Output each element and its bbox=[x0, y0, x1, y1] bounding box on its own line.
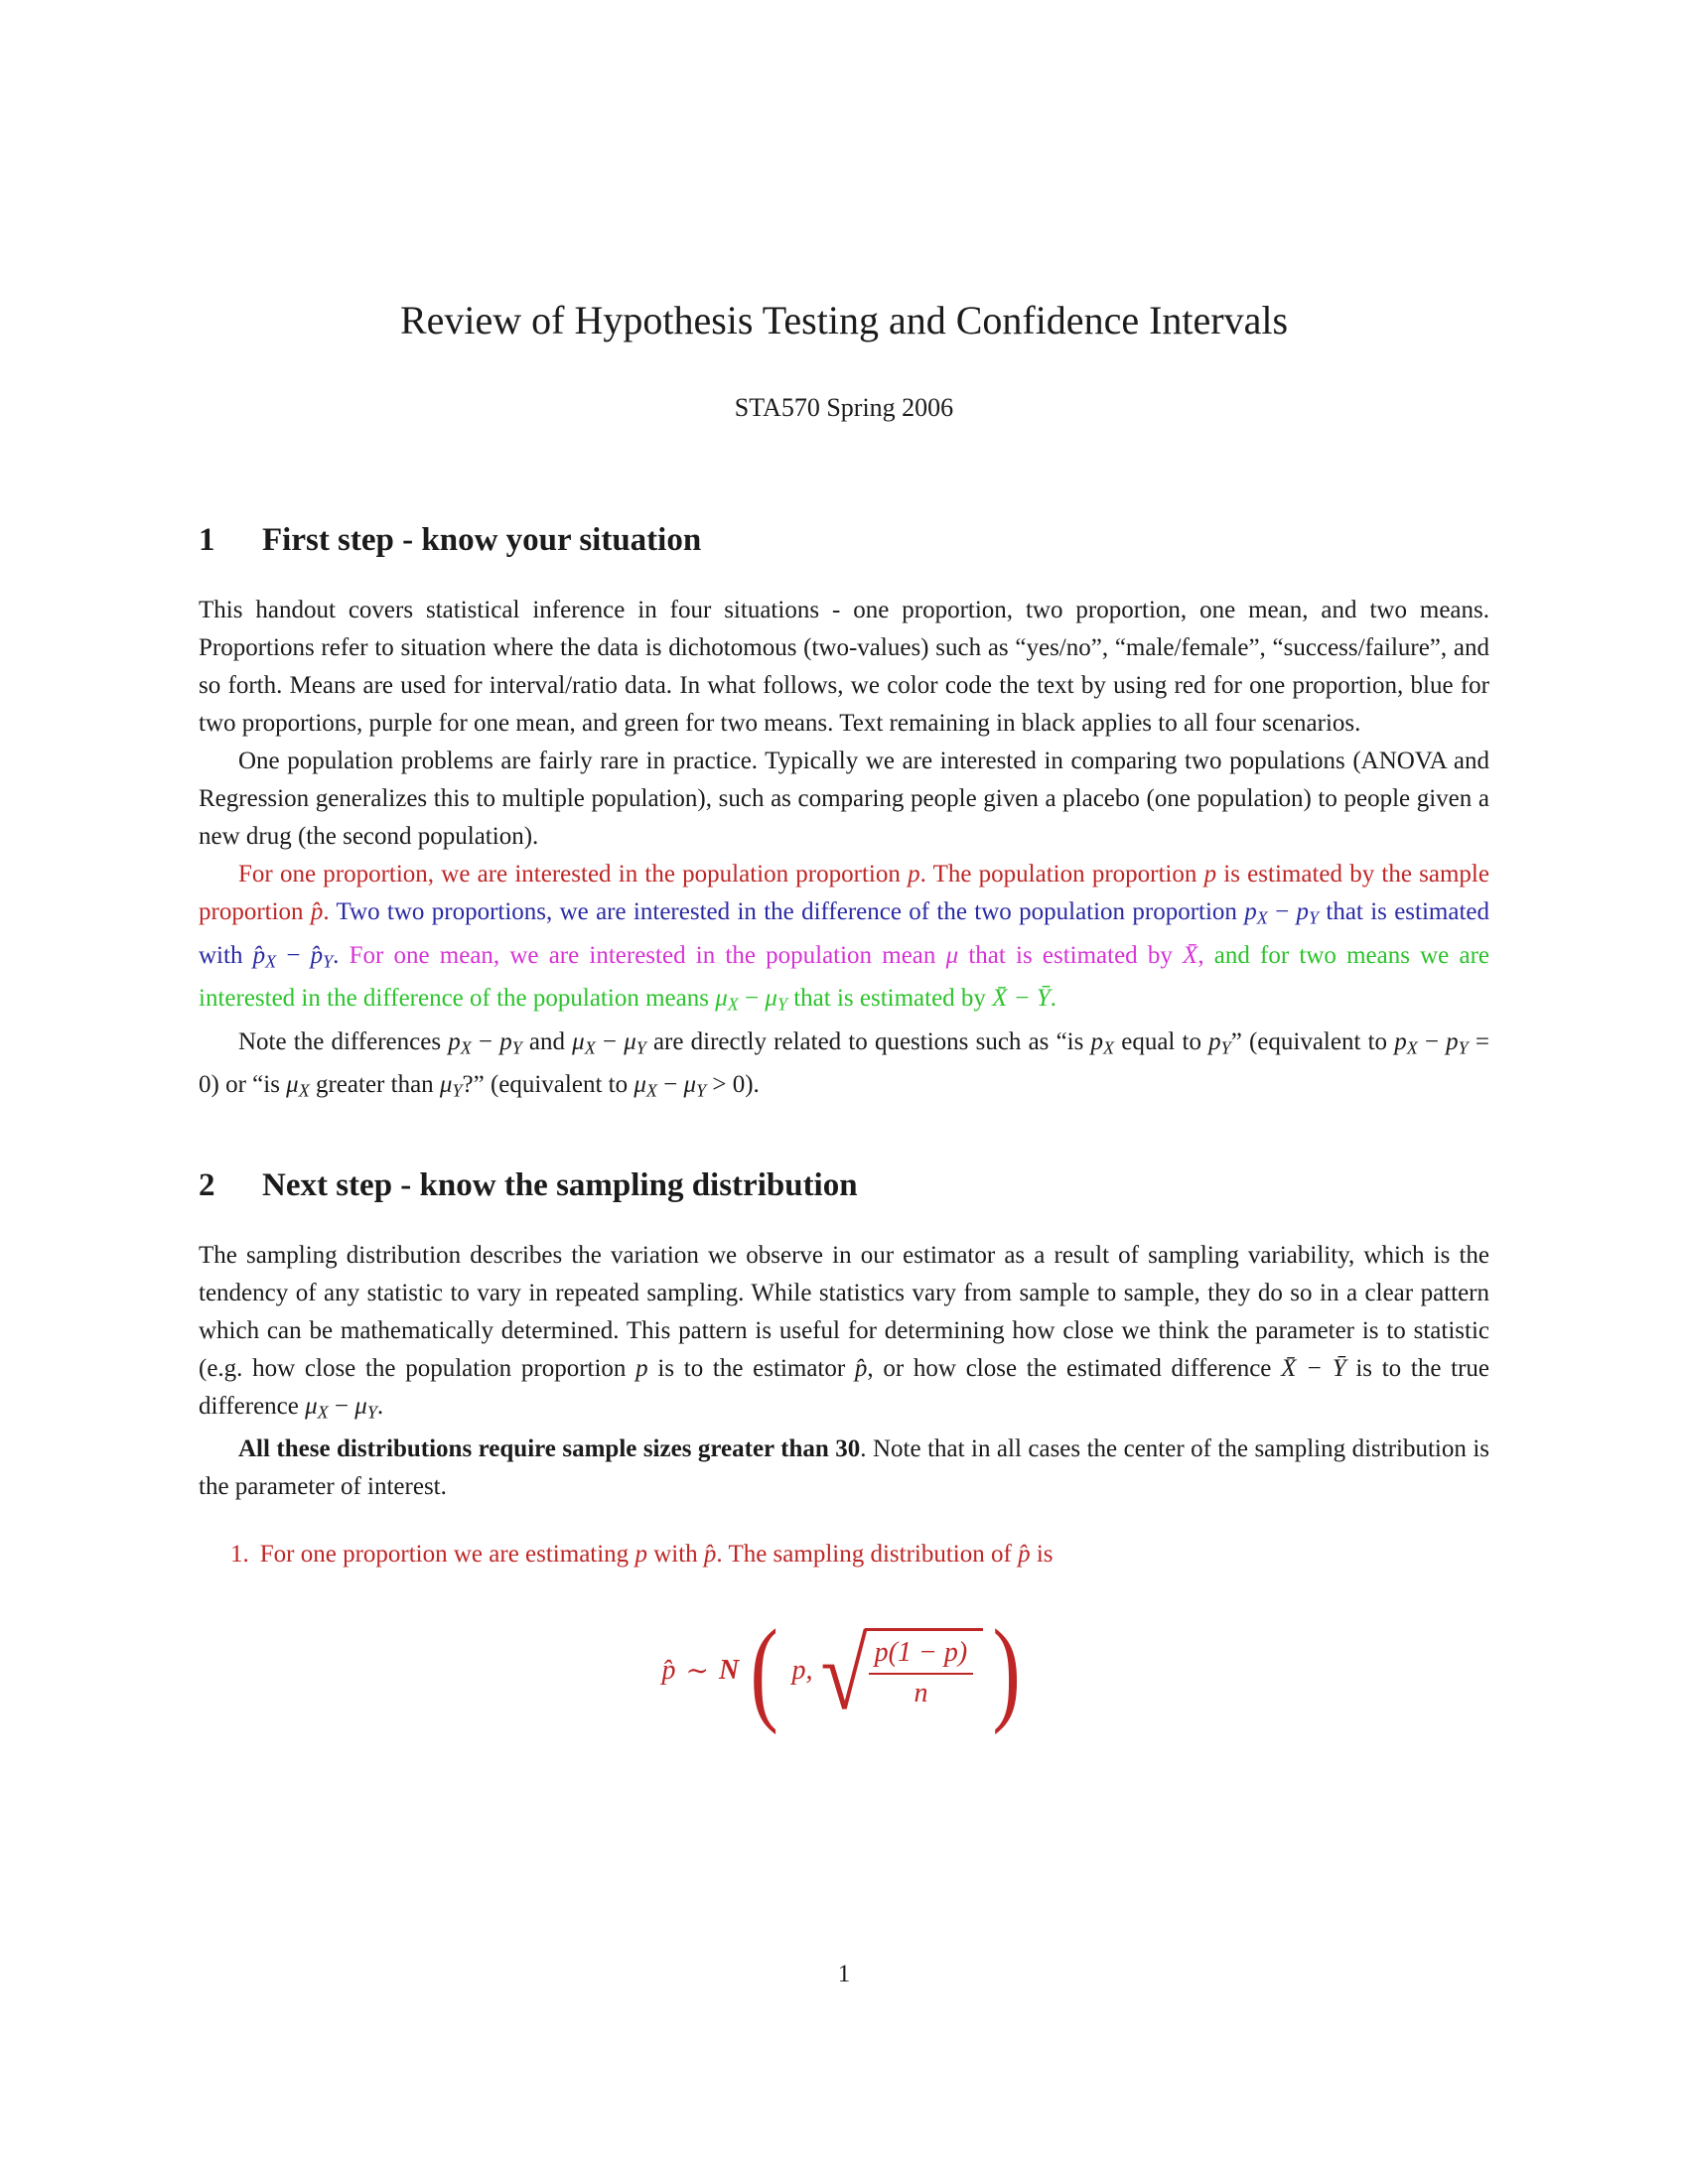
section-1-number: 1 bbox=[199, 522, 215, 558]
page-title: Review of Hypothesis Testing and Confidence Intervals bbox=[399, 298, 1289, 342]
formula-square-root bbox=[820, 1617, 983, 1731]
paragraph-color-coded: For one proportion, we are interested in the population proportion p. The population proportion p is estimated by the sample proportion p̂. Two two proportions, we are interested in the difference of the two population proportion pX − pY that is estimated with p̂X − p̂Y. For one mean, we are interested in the population mean μ that is estimated by X̄, and for two means we are interested in the difference of the population means μX − μY that is estimated by X̄ − Ȳ. bbox=[199, 861, 1489, 1015]
radicand bbox=[865, 1628, 984, 1709]
formula-phat: p̂ bbox=[661, 1655, 676, 1686]
fraction-denominator: n bbox=[914, 1678, 928, 1708]
fraction-numerator: p(1 − p) bbox=[869, 1637, 974, 1675]
formula-distributed-as-symbol: ∼ bbox=[685, 1656, 709, 1687]
paragraph-one-population: One population problems are fairly rare in practice. Typically we are interested in comparing two populations (ANOVA and Regression generalizes this to multiple population), such as comparing people given a placebo (one population) to people given a new drug (the second population). bbox=[199, 748, 1489, 850]
radical-sign: √ bbox=[820, 1617, 868, 1731]
formula-normal-symbol: N bbox=[718, 1655, 740, 1686]
list-item-one-proportion bbox=[230, 1536, 1489, 1573]
page-subtitle: STA570 Spring 2006 bbox=[734, 393, 954, 422]
page-number: 1 bbox=[837, 1961, 851, 1987]
section-2-heading bbox=[199, 1165, 1489, 1205]
paragraph-note-differences: Note the differences pX − pY and μX − μY are directly related to questions such as “is pX equal to pY” (equivalent to pX − pY = 0) or “is μX greater than μY?” (equivalent to μX − μY > 0). bbox=[199, 1027, 1489, 1101]
section-1-title: First step - know your situation bbox=[262, 522, 702, 558]
section-2-number: 2 bbox=[199, 1166, 215, 1203]
formula-mean-argument: p, bbox=[791, 1655, 813, 1686]
paragraph-sampling-distribution: The sampling distribution describes the variation we observe in our estimator as a result of sampling variability, which is the tendency of any statistic to vary in repeated sampling. While statistics vary from sample to sample, they do so in a clear pattern which can be mathematically determined. This pattern is useful for determining how close we think the parameter is to statistic (e.g. how close the population proportion p is to the estimator p̂, or how close the estimated difference X̄ − Ȳ is to the true difference μX − μY. bbox=[199, 1241, 1489, 1422]
section-2-title: Next step - know the sampling distribution bbox=[262, 1166, 858, 1203]
paragraph-intro: This handout covers statistical inference in four situations - one proportion, two proportion, one mean, and two means. Proportions refer to situation where the data is dichotomous (two-values) such as “yes/no”, “male/female”, “success/failure”, and so forth. Means are used for interval/ratio data. In what follows, we color code the text by using red for one proportion, blue for two proportions, purple for one mean, and green for two means. Text remaining in black applies to all four scenarios. bbox=[199, 597, 1489, 737]
list-item-text: For one proportion we are estimating p with p̂. The sampling distribution of p̂ is bbox=[259, 1541, 1054, 1568]
paragraph-sample-size-note: All these distributions require sample sizes greater than 30. Note that in all cases the center of the sampling distribution is the parameter of interest. bbox=[199, 1435, 1490, 1500]
section-1-heading bbox=[199, 520, 1489, 560]
document-content bbox=[199, 0, 1490, 1735]
formula-sampling-distribution-phat: p̂ ∼ N ( p, √ $\frac{p(1 - p)}{n}$ ) bbox=[661, 1605, 1022, 1735]
fraction bbox=[869, 1637, 974, 1709]
list-item-number: 1. bbox=[230, 1541, 249, 1568]
